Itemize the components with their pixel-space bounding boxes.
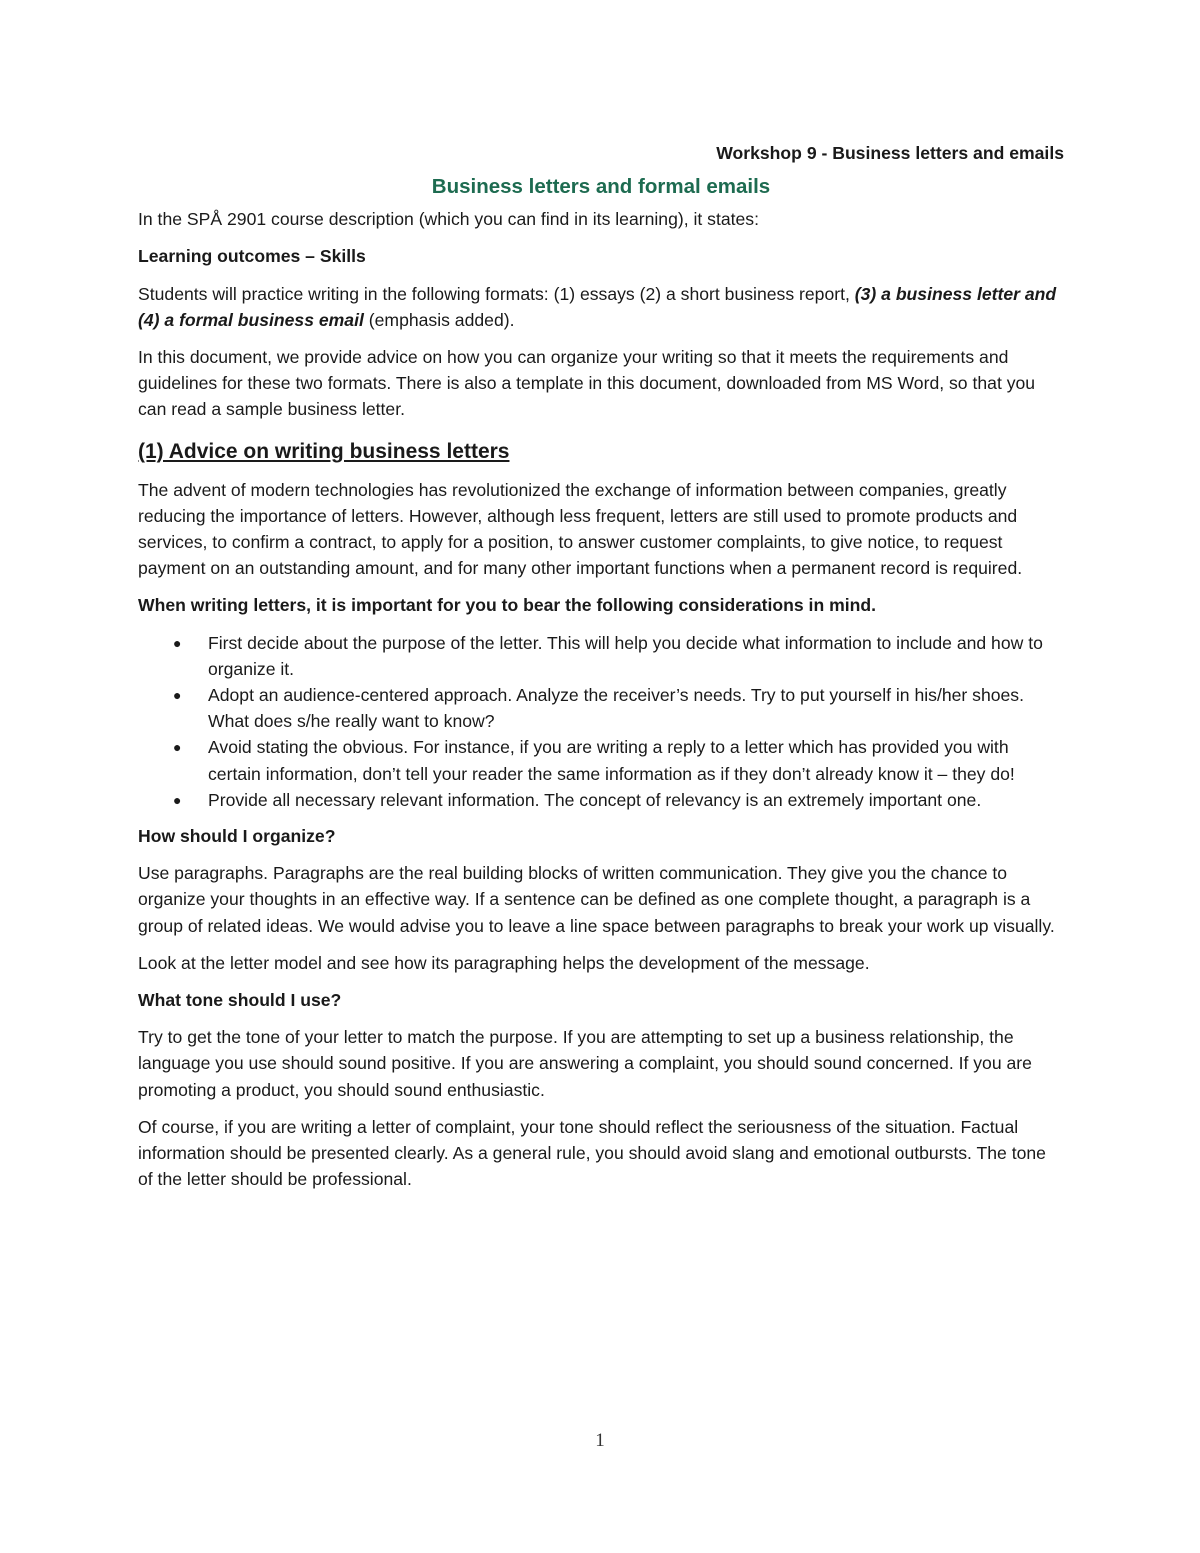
outcomes-emphasis: (3) a business letter and (4) a formal business email [138,283,1057,330]
document-purpose-paragraph: In this document, we provide advice on how you can organize your writing so that it meets the requirements and guidelines for these two formats. There is also a template in this document, downloaded from MS Word, so that you can read a sample business letter. [138,347,1036,420]
letter-model-paragraph: Look at the letter model and see how its paragraphing helps the development of the message. [138,952,870,973]
intro-line: In the SPÅ 2901 course description (which you can find in its learning), it states: [138,209,759,230]
bullet-icon: ● [173,739,182,756]
bullet-icon: ● [173,634,182,651]
list-item [138,787,1064,813]
bullet-icon: ● [173,791,182,808]
list-item-text: Avoid stating the obvious. For instance, if you are writing a reply to a letter which has provided you with certain information, don’t tell your reader the same information as if they don’t already know it – they do! [208,737,1015,784]
page-content [138,140,1064,1204]
running-header: Workshop 9 - Business letters and emails [716,143,1064,163]
bullet-icon: ● [173,687,182,704]
section-1-heading: (1) Advice on writing business letters [138,439,510,463]
list-item-text: Provide all necessary relevant information. The concept of relevancy is an extremely important one. [208,789,982,810]
considerations-heading: When writing letters, it is important for you to bear the following considerations in mind. [138,595,876,616]
considerations-list [138,630,1064,813]
organize-heading: How should I organize? [138,826,336,847]
page-number: 1 [595,1430,605,1451]
advent-paragraph: The advent of modern technologies has revolutionized the exchange of information between companies, greatly reducing the importance of letters. However, although less frequent, letters are still used to promote products and services, to confirm a contract, to apply for a position, to answer customer complaints, to give notice, to request payment on an outstanding amount, and for many other important functions when a permanent record is required. [138,479,1023,579]
tone-paragraph-2: Of course, if you are writing a letter of complaint, your tone should reflect the seriousness of the situation. Factual information should be presented clearly. As a general rule, you should avoid slang and emotional outbursts. The tone of the letter should be professional. [138,1116,1046,1190]
tone-paragraph-1: Try to get the tone of your letter to match the purpose. If you are attempting to set up a business relationship, the language you use should sound positive. If you are answering a complaint, you should sound concerned. If you are promoting a product, you should sound enthusiastic. [138,1027,1032,1100]
list-item [138,734,1064,786]
learning-outcomes-heading: Learning outcomes – Skills [138,246,366,267]
list-item-text: Adopt an audience-centered approach. Analyze the receiver’s needs. Try to put yourself in his/her shoes. What does s/he really want to know? [208,685,1024,732]
list-item [138,630,1064,682]
tone-heading: What tone should I use? [138,990,342,1011]
learning-outcomes-paragraph [138,281,1064,333]
document-title: Business letters and formal emails [431,175,771,199]
organize-paragraph: Use paragraphs. Paragraphs are the real building blocks of written communication. They give you the chance to organize your thoughts in an effective way. If a sentence can be defined as one complete thought, a paragraph is a group of related ideas. We would advise you to leave a line space between paragraphs to break your work up visually. [138,863,1055,936]
outcomes-text-start: Students will practice writing in the following formats: (1) essays (2) a short business report, [138,283,855,304]
list-item-text: First decide about the purpose of the letter. This will help you decide what information to include and how to organize it. [208,632,1043,679]
list-item [138,682,1064,734]
outcomes-text-end: (emphasis added). [363,309,515,330]
